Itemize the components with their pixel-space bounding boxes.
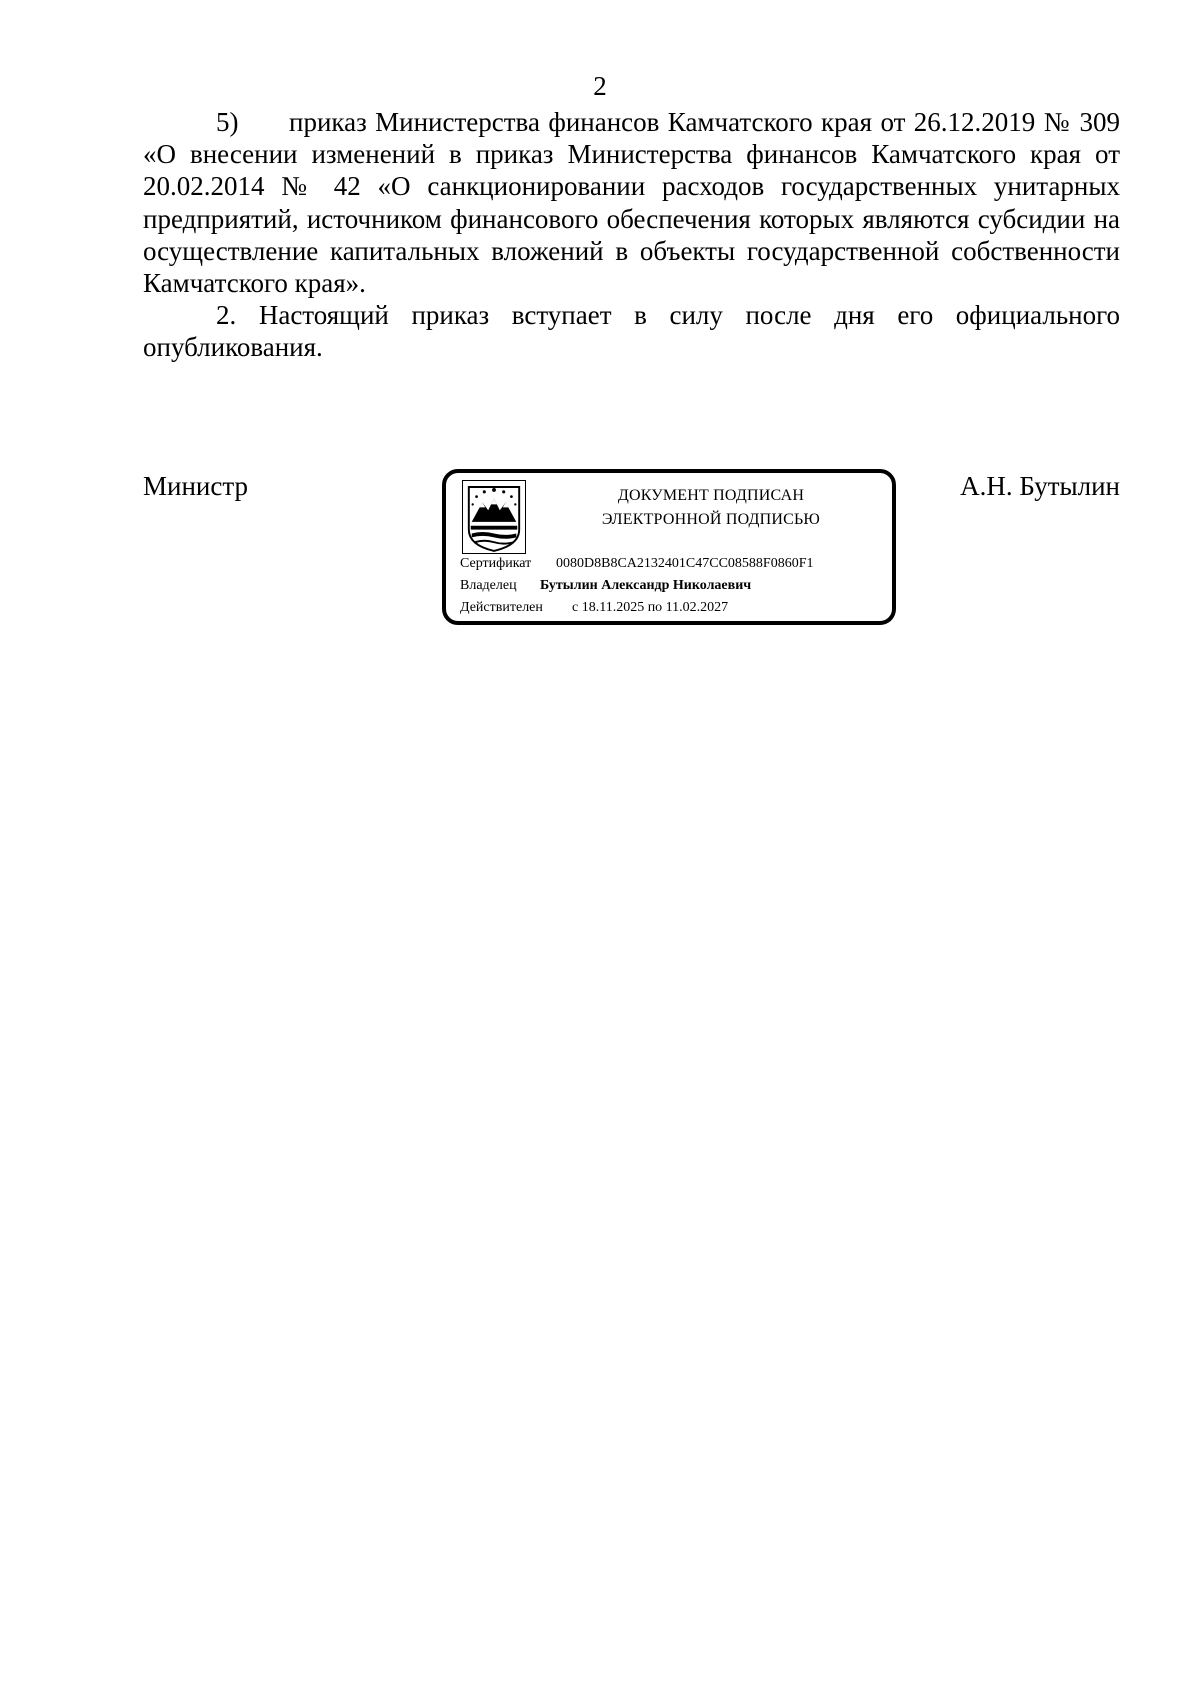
electronic-signature-stamp: [442, 469, 896, 625]
paragraph-item-5: [143, 106, 1120, 299]
certificate-row: [460, 555, 813, 573]
owner-label: Владелец: [460, 578, 517, 593]
validity-value: с 18.11.2025 по 11.02.2027: [572, 600, 729, 615]
item-text: приказ Министерства финансов Камчатского края от 26.12.2019 № 309 «О внесении изменений в приказ Министерства финансов Камчатского края от 20.02.2014 № 42 «О санкционировании расходов государственных унитарных предприятий, источником финансового обеспечения которых являются субсидии на осуществление капитальных вложений в объекты государственной собственности Камчатского края».: [143, 107, 1120, 299]
stamp-header-line-1: ДОКУМЕНТ ПОДПИСАН: [617, 487, 805, 504]
validity-label: Действителен: [460, 600, 543, 615]
paragraph-item-2: 2. Настоящий приказ вступает в силу после дня его официального опубликования.: [143, 300, 1120, 363]
owner-value: Бутылин Александр Николаевич: [540, 578, 752, 593]
owner-row: [460, 577, 751, 595]
certificate-value: 0080D8B8CA2132401C47CC08588F0860F1: [556, 556, 814, 571]
validity-row: [460, 599, 728, 617]
stamp-header: [526, 484, 896, 532]
signer-title: Министр: [143, 471, 248, 501]
stamp-header-line-2: ЭЛЕКТРОННОЙ ПОДПИСЬЮ: [601, 511, 821, 528]
coat-of-arms-icon: [462, 480, 526, 554]
page-number: 2: [593, 71, 607, 101]
item-number: 5): [216, 107, 239, 137]
certificate-label: Сертификат: [460, 556, 532, 571]
signer-name: А.Н. Бутылин: [960, 471, 1120, 501]
document-body: [143, 106, 1120, 364]
